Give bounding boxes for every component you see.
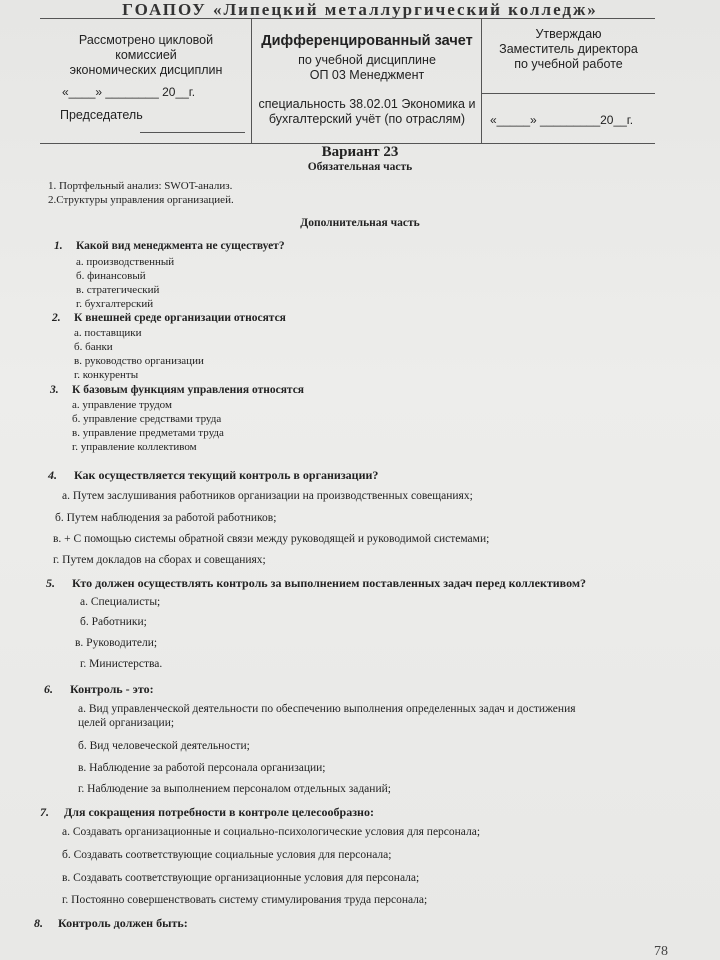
- chairman-label: Председатель: [60, 108, 143, 122]
- answer-option: в. Наблюдение за работой персонала организации;: [78, 762, 326, 774]
- signature-line: [140, 132, 245, 133]
- answer-option: а. Путем заслушивания работников организации на производственных совещаниях;: [62, 490, 473, 502]
- answer-option: в. руководство организации: [74, 355, 204, 367]
- answer-option: в. Руководители;: [75, 637, 158, 649]
- answer-option: в. стратегический: [76, 284, 160, 296]
- question: 2. К внешней среде организации относятся: [52, 312, 286, 324]
- answer-option: в. управление предметами труда: [72, 427, 224, 439]
- question: 1. Какой вид менеджмента не существует?: [54, 240, 285, 252]
- question: 5. Кто должен осуществлять контроль за выполнением поставленных задач перед коллективом?: [46, 576, 587, 590]
- approval-date: «_____» _________20__г.: [490, 113, 634, 127]
- discipline-text: по учебной дисциплине ОП 03 Менеджмент: [298, 53, 436, 82]
- review-date: «____» ________ 20__г.: [62, 85, 196, 99]
- answer-option: в. + С помощью системы обратной связи между руководящей и руководимой системами;: [53, 533, 490, 545]
- answer-option: г. Министерства.: [80, 658, 163, 670]
- mandatory-item: 2.Структуры управления организацией.: [48, 194, 234, 206]
- exam-title: Дифференцированный зачет: [261, 33, 473, 49]
- answer-option: б. банки: [74, 341, 113, 353]
- header-right-cell: [482, 19, 655, 143]
- header-left-cell: [40, 19, 252, 143]
- header-table: [40, 18, 655, 144]
- answer-option: г. управление коллективом: [72, 441, 197, 453]
- header-center-cell: [252, 19, 482, 143]
- variant-title: Вариант 23: [321, 144, 399, 160]
- answer-option: б. Вид человеческой деятельности;: [78, 740, 250, 752]
- answer-option: в. Создавать соответствующие организационные условия для персонала;: [62, 872, 420, 884]
- answer-option: г. конкуренты: [74, 369, 139, 381]
- answer-option: г. Наблюдение за выполнением персоналом отдельных заданий;: [78, 783, 391, 795]
- question: 3. К базовым функциям управления относятся: [50, 384, 305, 396]
- mandatory-item: 1. Портфельный анализ: SWOT-анализ.: [48, 180, 233, 192]
- approval-text: Утверждаю Заместитель директора по учебной работе: [499, 27, 638, 71]
- answer-option-continued: целей организации;: [78, 717, 175, 729]
- page-number: 78: [654, 944, 668, 959]
- question: 6. Контроль - это:: [44, 682, 154, 696]
- approval-divider: [482, 93, 655, 94]
- review-commission-text: Рассмотрено цикловой комиссией экономических дисциплин: [69, 33, 223, 77]
- answer-option: а. Специалисты;: [80, 596, 161, 608]
- answer-option: а. Вид управленческой деятельности по обеспечению выполнения определенных задач и достижения: [78, 703, 576, 715]
- answer-option: б. финансовый: [76, 270, 146, 282]
- answer-option: г. бухгалтерский: [76, 298, 154, 310]
- extra-section-title: Дополнительная часть: [300, 217, 420, 229]
- question: 8. Контроль должен быть:: [34, 916, 188, 930]
- mandatory-section-title: Обязательная часть: [307, 161, 413, 173]
- answer-option: а. производственный: [76, 256, 175, 268]
- answer-option: а. Создавать организационные и социально-психологические условия для персонала;: [62, 826, 481, 838]
- answer-option: а. управление трудом: [72, 399, 172, 411]
- answer-option: г. Путем докладов на сборах и совещаниях;: [53, 554, 266, 566]
- specialty-text: специальность 38.02.01 Экономика и бухгалтерский учёт (по отраслям): [258, 97, 476, 126]
- question: 7. Для сокращения потребности в контроле целесообразно:: [40, 805, 374, 819]
- answer-option: г. Постоянно совершенствовать систему стимулирования труда персонала;: [62, 894, 428, 906]
- answer-option: б. управление средствами труда: [72, 413, 222, 425]
- question: 4. Как осуществляется текущий контроль в организации?: [48, 468, 379, 482]
- answer-option: б. Работники;: [80, 616, 147, 628]
- answer-option: б. Путем наблюдения за работой работников;: [55, 512, 277, 524]
- answer-option: б. Создавать соответствующие социальные условия для персонала;: [62, 849, 392, 861]
- college-title: ГОАПОУ «Липецкий металлургический колледж»: [122, 0, 598, 19]
- answer-option: а. поставщики: [74, 327, 142, 339]
